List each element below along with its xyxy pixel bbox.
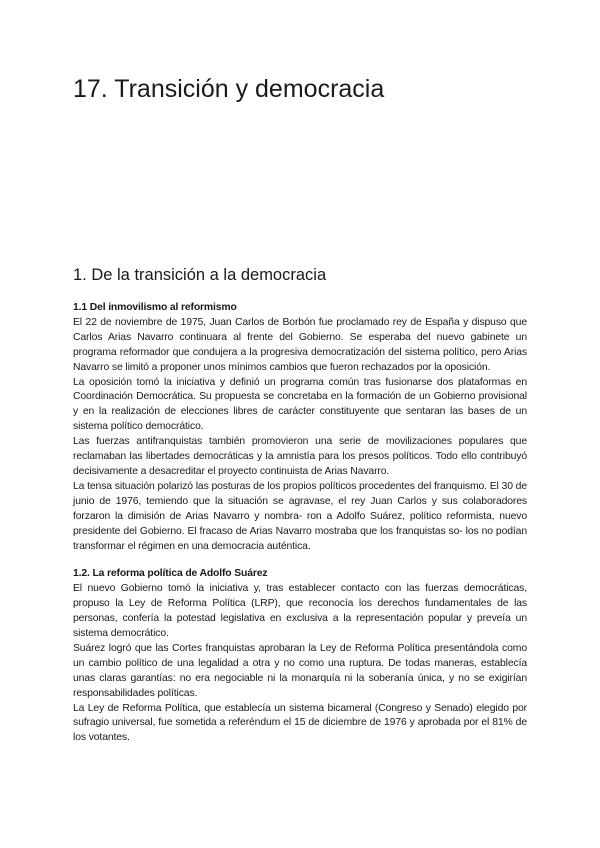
subsection-heading: 1.2. La reforma política de Adolfo Suárez	[73, 568, 268, 580]
subsection-1-1	[73, 301, 527, 554]
paragraph: El 22 de noviembre de 1975, Juan Carlos de Borbón fue proclamado rey de España y dispuso que Carlos Arias Navarro continuara al frente del Gobierno. Se esperaba del nuevo gabinete un programa reformador que condujera a la progresiva democratización del sistema político, pero Arias Navarro se limitó a proponer unos mínimos cambios que fueron rechazados por la oposición.	[73, 316, 527, 373]
section-heading: 1. De la transición a la democracia	[73, 266, 327, 284]
chapter-title: 17. Transición y democracia	[73, 75, 385, 103]
paragraph: La Ley de Reforma Política, que establecía un sistema bicameral (Congreso y Senado) elegido por sufragio universal, fue sometida a referéndum el 15 de diciembre de 1976 y aprobada por el 81% de los votantes.	[73, 702, 527, 744]
paragraph: El nuevo Gobierno tomó la iniciativa y, tras establecer contacto con las fuerzas democráticas, propuso la Ley de Reforma Política (LRP), que reconocía los derechos fundamentales de las personas, confería la potestad legislativa en exclusiva a la representación popular y preveía un sistema democrático.	[73, 583, 527, 640]
paragraph: La oposición tomó la iniciativa y definió un programa común tras fusionarse dos plataformas en Coordinación Democrática. Su propuesta se concretaba en la formación de un Gobierno provisional y en la realización de elecciones libres de carácter constituyente que sentaran las bases de un sistema político democrático.	[73, 376, 527, 433]
paragraph: La tensa situación polarizó las posturas de los propios políticos procedentes del franquismo. El 30 de junio de 1976, temiendo que la situación se agravase, el rey Juan Carlos y sus colaboradores forzaron la dimisión de Arias Navarro y nombra- ron a Adolfo Suárez, político reformista, nuevo presidente del Gobierno. El fracaso de Arias Navarro mostraba que los franquistas so- los no podían transformar el régimen en una democracia auténtica.	[73, 480, 527, 552]
subsection-1-2	[73, 567, 527, 746]
paragraph: Las fuerzas antifranquistas también promovieron una serie de movilizaciones populares que reclamaban las libertades democráticas y la amnistía para los presos políticos. Todo ello contribuyó decisivamente a desacreditar el proyecto continuista de Arias Navarro.	[73, 436, 527, 477]
paragraph: Suárez logró que las Cortes franquistas aprobaran la Ley de Reforma Política presentándola como un cambio político de una legalidad a otra y no como una ruptura. De todas maneras, establecía unas claras garantías: no era negociable ni la monarquía ni la soberanía única, y no se exigirían responsabilidades políticas.	[73, 642, 527, 699]
document-body	[73, 301, 527, 746]
subsection-heading: 1.1 Del inmovilismo al reformismo	[73, 302, 237, 313]
